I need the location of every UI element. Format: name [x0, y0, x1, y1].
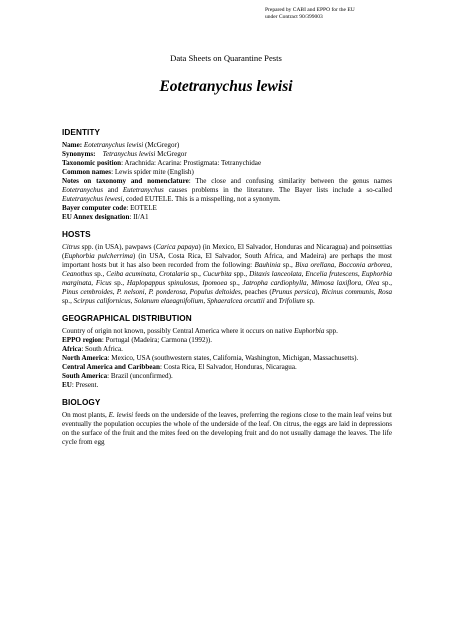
bayer-label: Bayer computer code [62, 204, 127, 212]
eppo-line: EPPO region: Portugal (Madeira; Carmona (1992)). [62, 336, 212, 344]
synonyms-line: Synonyms: Tetranychus lewisi McGregor [62, 150, 187, 158]
document-title: Eotetranychus lewisi [159, 78, 293, 95]
common-names-line: Common names: Lewis spider mite (English) [62, 168, 194, 176]
name-value: Eotetranychus lewisi [83, 141, 144, 149]
hosts-section [62, 230, 392, 306]
name-line: Name: Eotetranychus lewisi (McGregor) [62, 141, 180, 149]
name-label: Name [62, 141, 80, 149]
south-america-line: South America: Brazil (unconfirmed). [62, 372, 173, 380]
biology-paragraph: On most plants, E. lewisi feeds on the underside of the leaves, preferring the regions close to the main leaf veins but eventually the population occupies the whole of the underside of the leaf. On citrus, the eggs are laid in depressions on the surface of the fruit and the mites feed on the developing fruit and do not usually damage the leaves. The life cycle from egg [62, 411, 392, 446]
biology-section [62, 398, 392, 447]
hosts-heading: HOSTS [62, 230, 91, 239]
bayer-code-line: Bayer computer code: EOTELE [62, 204, 157, 212]
eu-line: EU: Present. [62, 381, 99, 389]
synonyms-value: Tetranychus lewisi [102, 150, 156, 158]
common-names-label: Common names [62, 168, 112, 176]
annex-label: EU Annex designation [62, 213, 130, 221]
distribution-section [62, 314, 392, 390]
annex-line: EU Annex designation: II/A1 [62, 213, 149, 221]
north-america-line: North America: Mexico, USA (southwestern states, California, Washington, Michigan, Massachusetts). [62, 354, 359, 362]
biology-heading: BIOLOGY [62, 398, 101, 407]
taxonomic-label: Taxonomic position [62, 159, 122, 167]
series-title: Data Sheets on Quarantine Pests [170, 53, 282, 63]
distribution-heading: GEOGRAPHICAL DISTRIBUTION [62, 314, 192, 323]
origin-line: Country of origin not known, possibly Central America where it occurs on native Euphorbia spp. [62, 327, 338, 335]
document-body [62, 128, 392, 455]
identity-heading: IDENTITY [62, 128, 101, 137]
notes-label: Notes on taxonomy and nomenclature [62, 177, 189, 185]
synonyms-label: Synonyms [62, 150, 94, 158]
central-america-line: Central America and Caribbean: Costa Rica, El Salvador, Honduras, Nicaragua. [62, 363, 297, 371]
identity-section [62, 128, 392, 222]
prepared-by-note [265, 7, 445, 21]
prepared-line-2: under Contract 90/399003 [265, 14, 323, 20]
prepared-line-1: Prepared by CABI and EPPO for the EU [265, 7, 355, 13]
africa-line: Africa: South Africa. [62, 345, 123, 353]
notes-paragraph: Notes on taxonomy and nomenclature: The close and confusing similarity between the genus names Eotetranychus and Eutetranychus causes problems in the literature. The Bayer lists include a so-called Eutetranychus lewesi, coded EUTELE. This is a misspelling, not a synonym. [62, 177, 392, 203]
hosts-paragraph: Citrus spp. (in USA), pawpaws (Carica papaya) (in Mexico, El Salvador, Honduras and Nicaragua) and poinsettias (Euphorbia pulcherrima) (in USA, Costa Rica, El Salvador, South Africa, and Madeira) are perhaps the most important hosts but it has also been recorded from the following: Bauhinia sp., Bixa orellana, Bocconia arborea, Ceanothus sp., Ceiba acuminata, Crotalaria sp., Cucurbita spp., Ditaxis lanceolata, Encelia frutescens, Euphorbia marginata, Ficus sp., Haplopappus spinulosus, Ipomoea sp., Jatropha cardiophylla, Mimosa laxiflora, Olea sp., Pinus cembroides, P. nelsoni, P. ponderosa, Populus deltoides, peaches (Prunus persica), Ricinus communis, Rosa sp., Scirpus californicus, Solanum elaeagnifolium, Sphaeralcea orcuttii and Trifolium sp. [62, 243, 393, 305]
taxonomic-line: Taxonomic position: Arachnida: Acarina: Prostigmata: Tetranychidae [62, 159, 262, 167]
